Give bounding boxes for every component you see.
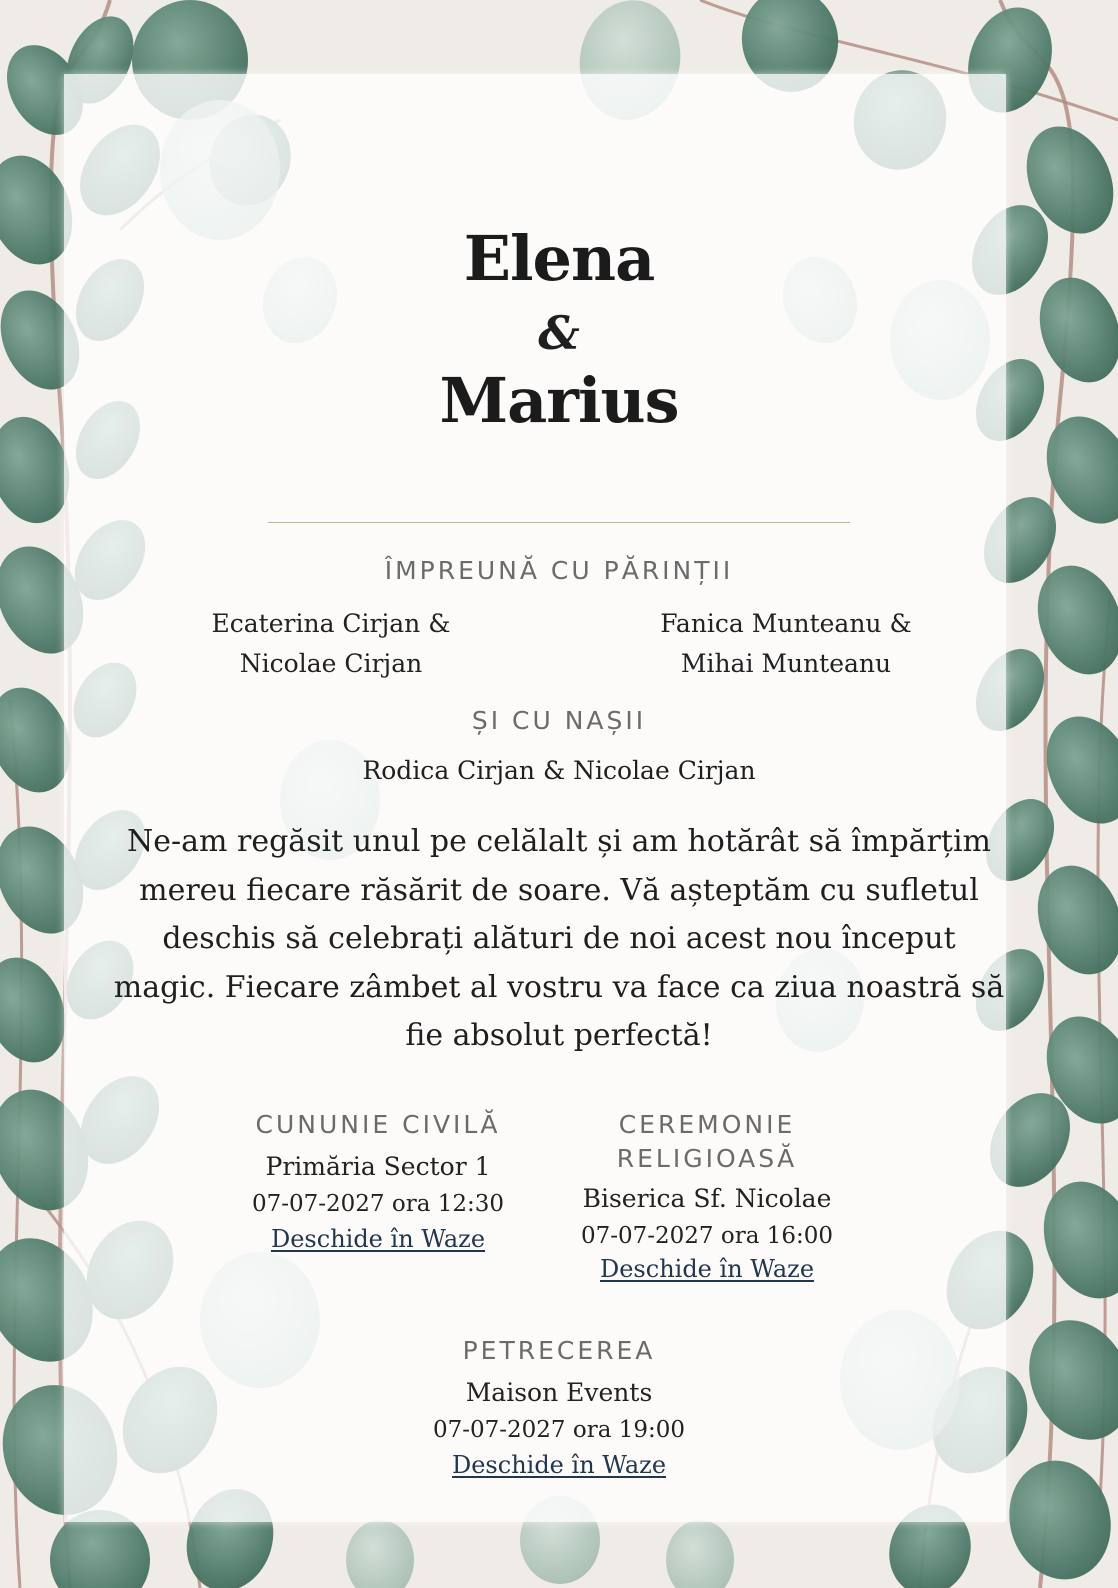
parents-heading: ÎMPREUNĂ CU PĂRINȚII (384, 556, 734, 585)
ampersand: & (538, 306, 580, 360)
godparents-heading: ȘI CU NAȘII (471, 706, 647, 735)
party-event (399, 1334, 719, 1479)
party-datetime: 07-07-2027 ora 19:00 (432, 1417, 686, 1443)
civil-waze-link[interactable]: Deschide în Waze (270, 1225, 486, 1253)
religious-title-line2: RELIGIOASĂ (616, 1144, 798, 1173)
party-place: Maison Events (465, 1378, 653, 1407)
religious-ceremony (547, 1108, 867, 1283)
party-title: PETRECEREA (462, 1336, 656, 1365)
divider-line (268, 522, 850, 523)
invitation-message: Ne-am regăsit unul pe celălalt și am hotărât să împărțim mereu fiecare răsărit de soare. Vă așteptăm cu sufletul deschis să celebrați alături de noi acest nou început magic. Fiecare zâmbet al vostru va face ca ziua noastră să fie absolut perfectă! (113, 824, 1005, 1053)
party-waze-link[interactable]: Deschide în Waze (451, 1451, 667, 1479)
bride-name: Elena (463, 222, 655, 295)
religious-datetime: 07-07-2027 ora 16:00 (580, 1223, 834, 1249)
bride-parents-line2: Nicolae Cirjan (239, 649, 423, 678)
bride-parents (166, 604, 496, 684)
bride-parents-line1: Ecaterina Cirjan & (211, 609, 451, 638)
civil-title: CUNUNIE CIVILĂ (255, 1110, 501, 1139)
groom-parents-line2: Mihai Munteanu (680, 649, 892, 678)
religious-place: Biserica Sf. Nicolae (582, 1184, 832, 1213)
godparents-names: Rodica Cirjan & Nicolae Cirjan (362, 756, 756, 785)
civil-ceremony (218, 1108, 538, 1253)
religious-title-line1: CEREMONIE (618, 1110, 796, 1139)
religious-waze-link[interactable]: Deschide în Waze (599, 1255, 815, 1283)
groom-parents-line1: Fanica Munteanu & (660, 609, 912, 638)
groom-name: Marius (439, 364, 679, 437)
civil-place: Primăria Sector 1 (265, 1152, 491, 1181)
groom-parents (621, 604, 951, 684)
civil-datetime: 07-07-2027 ora 12:30 (251, 1191, 505, 1217)
